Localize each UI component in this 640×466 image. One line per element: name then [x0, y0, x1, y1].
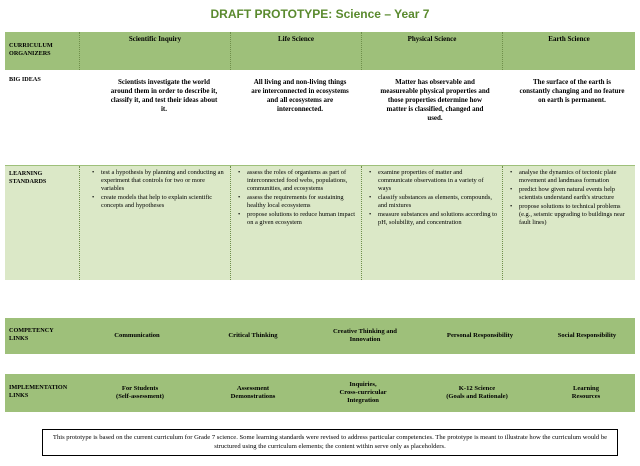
standards-physical-science — [362, 166, 502, 280]
big-idea-scientific-inquiry: Scientists investigate the world around them in order to describe it, classify it, and test their ideas about it. — [110, 78, 218, 113]
standard-item: • propose solutions to reduce human impact on a given ecosystem — [235, 211, 357, 227]
competency-communication: Communication — [114, 332, 160, 339]
standard-item: • assess the roles of organisms as part of interconnected food webs, populations, communities, and ecosystems — [235, 169, 357, 193]
standard-item: • classify substances as elements, compounds, and mixtures — [366, 194, 498, 210]
header-physical-science: Physical Science — [407, 35, 457, 43]
implementation-links-row — [5, 374, 635, 412]
implementation-line: Cross-curricular Integration — [339, 389, 387, 404]
learning-standards-row — [5, 166, 635, 280]
standard-item: • assess the requirements for sustaining healthy local ecosystems — [235, 194, 357, 210]
competency-personal-responsibility: Personal Responsibility — [446, 332, 514, 339]
implementation-line: Demonstrations — [230, 393, 276, 400]
page-title: DRAFT PROTOTYPE: Science – Year 7 — [210, 7, 430, 21]
big-idea-life-science: All living and non-living things are interconnected in ecosystems and all ecosystems are interconnected. — [251, 78, 349, 113]
competency-critical-thinking: Critical Thinking — [228, 332, 278, 339]
implementation-inquiries — [311, 374, 415, 412]
competency-creative-thinking: Creative Thinking and Innovation — [333, 328, 397, 343]
competency-social-responsibility: Social Responsibility — [557, 332, 617, 339]
implementation-line: (Goals and Rationale) — [446, 393, 508, 400]
implementation-k12-science — [419, 374, 535, 412]
footnote-box: This prototype is based on the current curriculum for Grade 7 science. Some learning standards were revised to address particular competencies. The prototype is meant to illustrate how the curriculum would be structured using the curriculum elements; the content within serve only as placeholders. — [42, 429, 618, 456]
standards-life-science — [231, 166, 361, 280]
big-idea-physical-science: Matter has observable and measureable physical properties and those properties determine how matter is classified, changed and used. — [380, 78, 490, 122]
standard-item: • create models that help to explain scientific concepts and hypotheses — [89, 194, 226, 210]
standards-scientific-inquiry — [85, 166, 230, 280]
row-label-learning-standards: LEARNING STANDARDS — [9, 170, 47, 185]
big-idea-earth-science: The surface of the earth is constantly changing and no feature on earth is permanent. — [519, 78, 625, 104]
row-label-implementation: IMPLEMENTATION LINKS — [9, 384, 68, 399]
standard-item: • analyse the dynamics of tectonic plate movement and landmass formation — [507, 169, 631, 185]
competency-links-row — [5, 318, 635, 354]
header-life-science: Life Science — [278, 35, 314, 43]
row-label-big-ideas: BIG IDEAS — [9, 76, 41, 83]
implementation-line: For Students — [121, 385, 159, 392]
implementation-line: Assessment — [236, 385, 270, 392]
organizers-header-row — [5, 32, 635, 70]
implementation-line: K-12 Science — [458, 385, 496, 392]
row-label-competency: COMPETENCY LINKS — [9, 327, 54, 342]
implementation-line: Learning — [572, 385, 599, 392]
implementation-learning-resources — [537, 374, 635, 412]
implementation-line: (Self-assessment) — [116, 393, 164, 400]
header-earth-science: Earth Science — [548, 35, 590, 43]
implementation-assessment — [197, 374, 309, 412]
implementation-line: Resources — [571, 393, 601, 400]
standard-item: • propose solutions to technical problems (e.g., seismic upgrading to buildings near fault lines) — [507, 203, 631, 227]
standard-item: • predict how given natural events help scientists understand earth's structure — [507, 186, 631, 202]
standard-item: • examine properties of matter and communicate observations in a variety of ways — [366, 169, 498, 193]
row-label-organizers: CURRICULUM ORGANIZERS — [9, 42, 53, 57]
implementation-line: Inquiries, — [349, 381, 377, 388]
big-ideas-row — [5, 70, 635, 166]
standards-earth-science — [503, 166, 635, 280]
header-scientific-inquiry: Scientific Inquiry — [128, 35, 182, 43]
standard-item: • test a hypothesis by planning and conducting an experiment that controls for two or more variables — [89, 169, 226, 193]
standard-item: • measure substances and solutions according to pH, solubility, and concentration — [366, 211, 498, 227]
implementation-for-students — [85, 374, 195, 412]
